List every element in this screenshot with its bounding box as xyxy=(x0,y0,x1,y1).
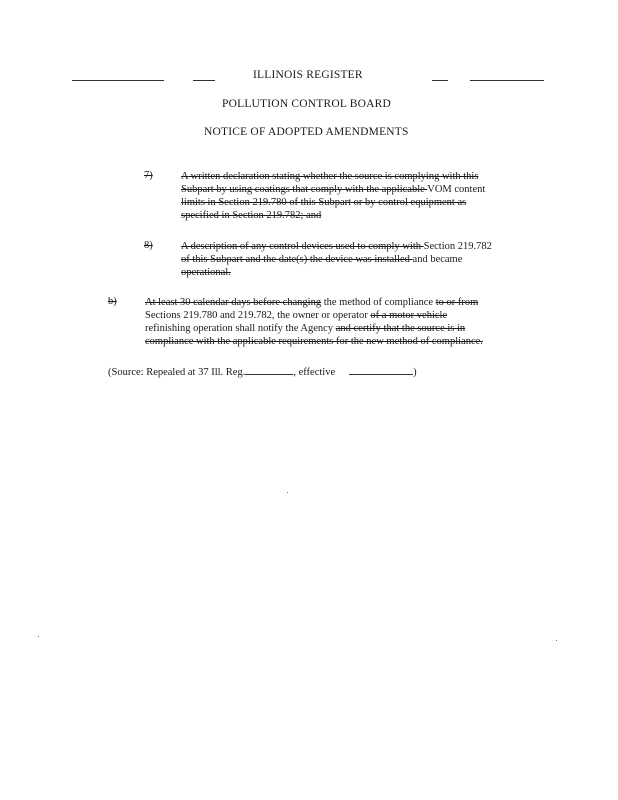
item-8-line-1 xyxy=(181,240,492,254)
text-run: and certify that the source is in xyxy=(335,323,466,334)
register-page-blank xyxy=(245,374,293,375)
text-run: At least 30 calendar days before changing xyxy=(145,297,322,308)
item-7-line-3 xyxy=(181,196,466,210)
scan-speck xyxy=(556,640,557,641)
source-note xyxy=(108,366,417,380)
text-run: A written declaration stating whether the source is complying with this xyxy=(181,171,479,182)
text-run: specified in Section 219.782; and xyxy=(181,210,322,221)
source-note-suffix: ) xyxy=(413,367,417,378)
item-marker-8: 8) xyxy=(144,240,153,251)
text-run: A description of any control devices used to comply with xyxy=(181,241,424,252)
header-rule-right-2 xyxy=(470,80,544,81)
item-marker-7: 7) xyxy=(144,170,153,181)
source-note-prefix: (Source: Repealed at 37 Ill. Reg. xyxy=(108,367,246,378)
text-run: Sections 219.780 and 219.782, the owner or operator xyxy=(145,310,371,321)
text-run: Section 219.782 xyxy=(423,241,492,252)
text-run: refinishing operation shall notify the Agency xyxy=(145,323,336,334)
text-run: and became xyxy=(412,254,463,265)
item-b-line-2 xyxy=(145,309,447,323)
item-b-line-4 xyxy=(145,335,483,349)
text-run: the method of compliance xyxy=(321,297,436,308)
item-7-line-4 xyxy=(181,209,321,223)
effective-date-blank xyxy=(349,374,413,375)
item-8-line-3 xyxy=(181,266,231,280)
register-title: ILLINOIS REGISTER xyxy=(253,69,363,81)
item-b-line-3 xyxy=(145,322,465,336)
item-marker-b: b) xyxy=(108,296,117,307)
item-8-line-2 xyxy=(181,253,462,267)
text-run: of this Subpart and the date(s) the device was installed xyxy=(181,254,413,265)
item-7-line-2 xyxy=(181,183,485,197)
scan-speck xyxy=(287,492,288,493)
board-title: POLLUTION CONTROL BOARD xyxy=(222,98,392,110)
header-rule-left-1 xyxy=(72,80,164,81)
text-run: operational. xyxy=(181,267,231,278)
item-b-line-1 xyxy=(145,296,478,310)
scan-speck xyxy=(38,636,39,637)
notice-title: NOTICE OF ADOPTED AMENDMENTS xyxy=(204,126,409,138)
text-run: to or from xyxy=(435,297,479,308)
header-rule-right-1 xyxy=(432,80,448,81)
text-run: limits in Section 219.780 of this Subpart or by control equipment as xyxy=(181,197,467,208)
text-run: Subpart by using coatings that comply with the applicable xyxy=(181,184,428,195)
item-7-line-1 xyxy=(181,170,478,184)
text-run: VOM content xyxy=(427,184,486,195)
header-rule-left-2 xyxy=(193,80,215,81)
source-note-effective: , effective xyxy=(293,367,336,378)
text-run: compliance with the applicable requirements for the new method of compliance. xyxy=(145,336,483,347)
text-run: of a motor vehicle xyxy=(370,310,448,321)
